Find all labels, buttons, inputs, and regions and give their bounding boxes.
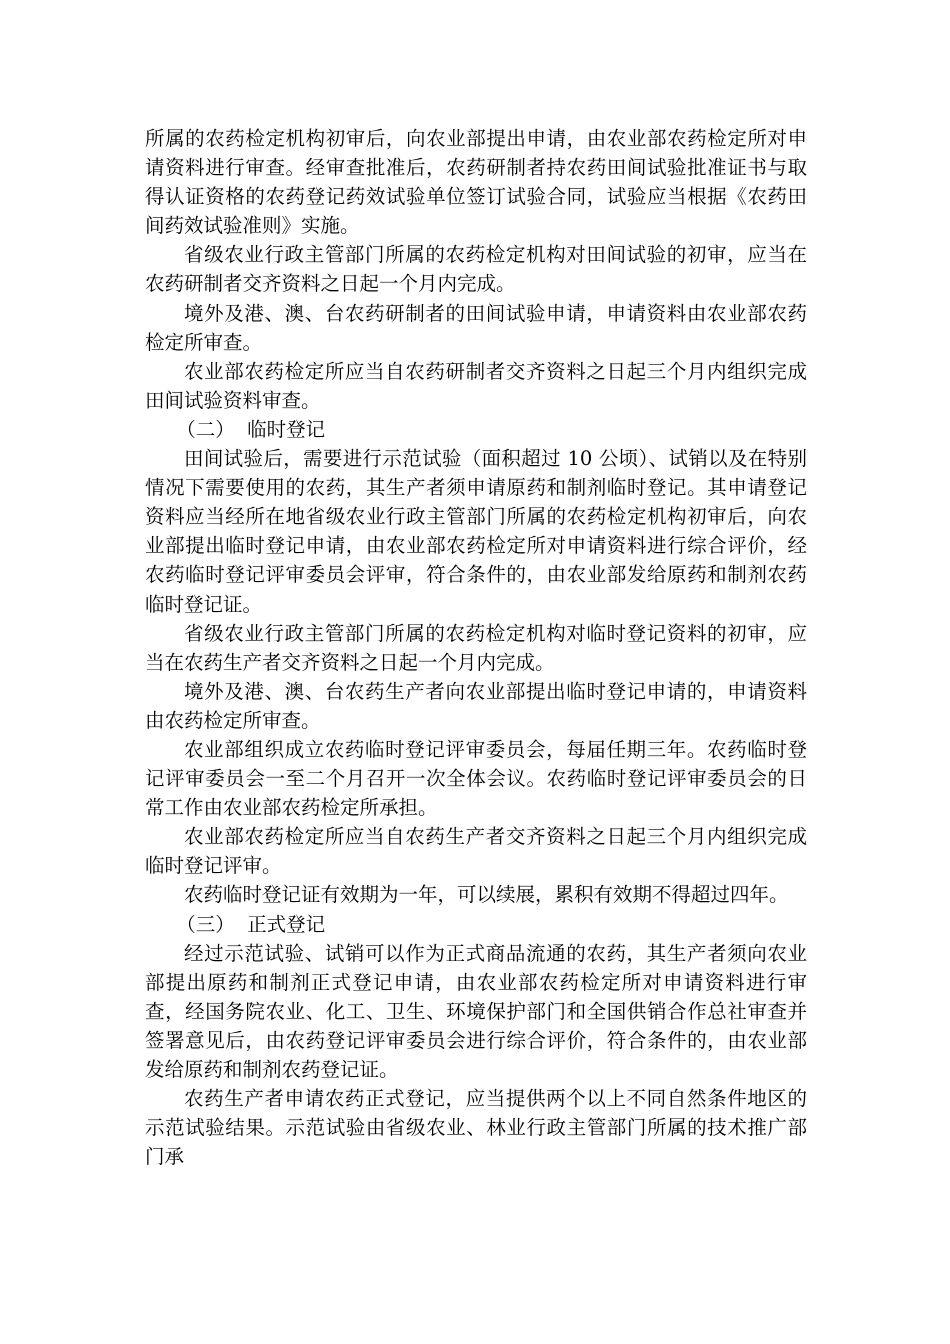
paragraph-7: 境外及港、澳、台农药生产者向农业部提出临时登记申请的，申请资料由农药检定所审查。	[145, 679, 807, 732]
paragraph-9: 农业部农药检定所应当自农药生产者交齐资料之日起三个月内组织完成临时登记评审。	[145, 825, 807, 878]
paragraph-6: 省级农业行政主管部门所属的农药检定机构对临时登记资料的初审，应当在农药生产者交齐资料之日起一个月内完成。	[145, 621, 807, 674]
paragraph-8: 农业部组织成立农药临时登记评审委员会，每届任期三年。农药临时登记评审委员会一至二个月召开一次全体会议。农药临时登记评审委员会的日常工作由农业部农药检定所承担。	[145, 737, 807, 820]
paragraph-1: 所属的农药检定机构初审后，向农业部提出申请，由农业部农药检定所对申请资料进行审查。经审查批准后，农药研制者持农药田间试验批准证书与取得认证资格的农药登记药效试验单位签订试验合同，试验应当根据《农药田间药效试验准则》实施。	[145, 127, 807, 238]
section-heading-temporary-registration: （二） 临时登记	[176, 417, 326, 441]
paragraph-12: 农药生产者申请农药正式登记，应当提供两个以上不同自然条件地区的示范试验结果。示范试验由省级农业、林业行政主管部门所属的技术推广部门承	[145, 1087, 807, 1169]
section-heading-formal-registration: （三） 正式登记	[176, 912, 326, 936]
paragraph-10: 农药临时登记证有效期为一年，可以续展，累积有效期不得超过四年。	[184, 883, 789, 907]
paragraph-2: 省级农业行政主管部门所属的农药检定机构对田间试验的初审，应当在农药研制者交齐资料之日起一个月内完成。	[145, 243, 807, 296]
paragraph-4: 农业部农药检定所应当自农药研制者交齐资料之日起三个月内组织完成田间试验资料审查。	[145, 359, 807, 412]
body-text	[145, 124, 807, 1171]
paragraph-5: 田间试验后，需要进行示范试验（面积超过 10 公顷）、试销以及在特别情况下需要使用的农药，其生产者须申请原药和制剂临时登记。其申请登记资料应当经所在地省级农业行政主管部门所属的农药检定机构初审后，向农业部提出临时登记申请，由农业部农药检定所对申请资料进行综合评价，经农药临时登记评审委员会评审，符合条件的，由农业部发给原药和制剂农药临时登记证。	[145, 447, 807, 616]
paragraph-11: 经过示范试验、试销可以作为正式商品流通的农药，其生产者须向农业部提出原药和制剂正式登记申请，由农业部农药检定所对申请资料进行审查，经国务院农业、化工、卫生、环境保护部门和全国供销合作总社审查并签署意见后，由农药登记评审委员会进行综合评价，符合条件的，由农业部发给原药和制剂农药登记证。	[145, 941, 807, 1081]
paragraph-3: 境外及港、澳、台农药研制者的田间试验申请，申请资料由农业部农药检定所审查。	[145, 301, 807, 354]
